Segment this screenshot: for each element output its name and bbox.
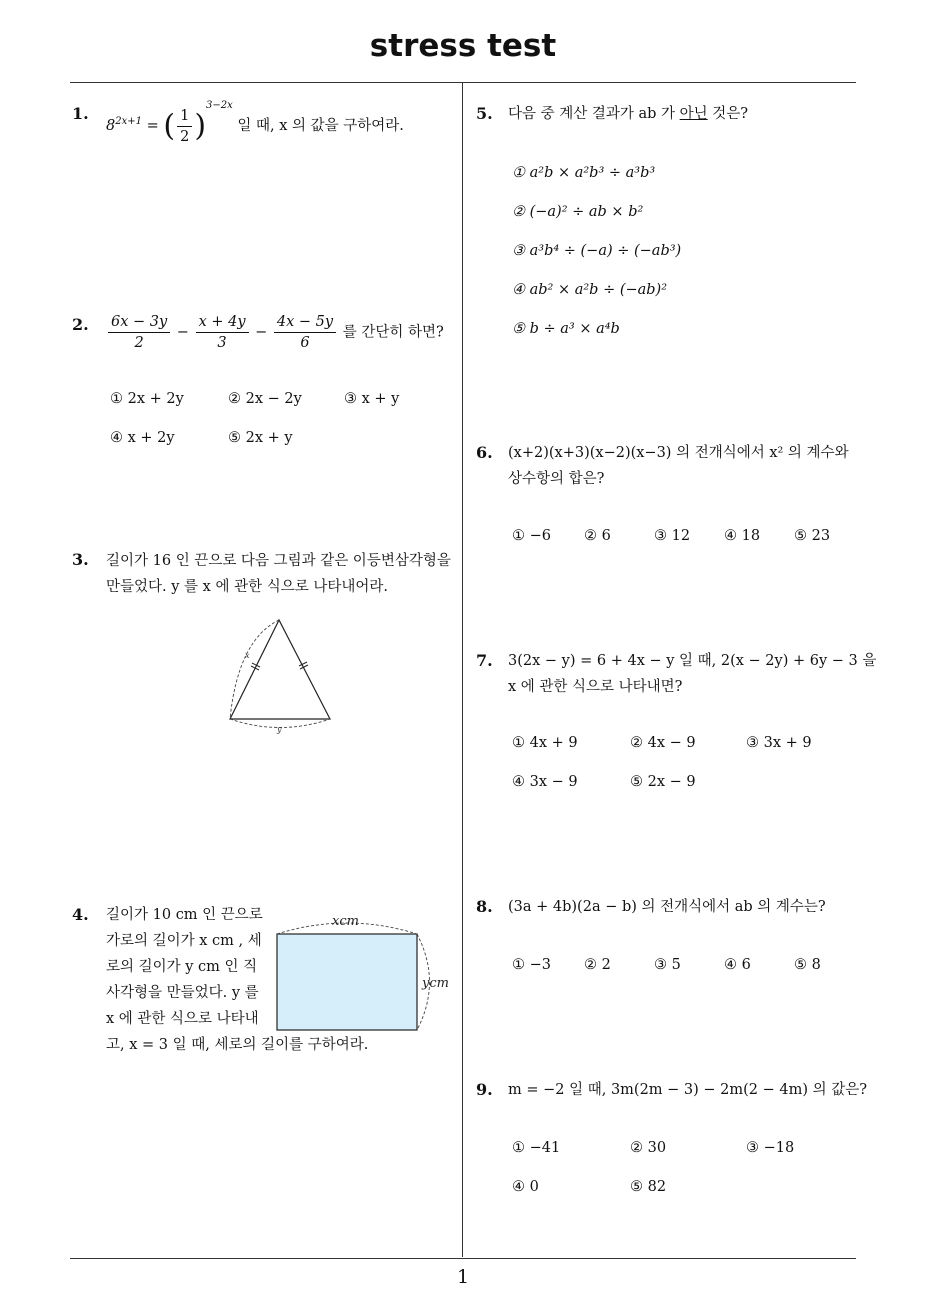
bottom-rule (70, 1258, 856, 1259)
height-label: ycm (422, 976, 449, 991)
question-stem-line: (x+2)(x+3)(x−2)(x−3) 의 전개식에서 x² 의 계수와 (508, 445, 849, 461)
answer-option[interactable]: ② 30 (630, 1140, 667, 1156)
question-stem-line: 로의 길이가 y cm 인 직 (106, 959, 258, 975)
question-stem: $\frac{6x - 3y}{2}$ − $\frac{x + 4y}{3}$ − $\frac{4x - 5y}{6}$ 를 간단히 하면? (106, 312, 444, 353)
question-stem: 다음 중 계산 결과가 ab 가 아닌 것은? (508, 106, 749, 122)
answer-option[interactable]: ② (−a)² ÷ ab × b² (512, 204, 644, 220)
answer-option[interactable]: ⑤ 2x + y (228, 430, 293, 446)
answer-option[interactable]: ④ 0 (512, 1179, 539, 1195)
answer-option[interactable]: ③ 5 (654, 957, 681, 973)
answer-option[interactable]: ① a²b × a²b³ ÷ a³b³ (512, 165, 656, 181)
answer-option[interactable]: ② 4x − 9 (630, 735, 696, 751)
question-stem-line: 상수항의 합은? (508, 471, 605, 487)
answer-option[interactable]: ① 4x + 9 (512, 735, 578, 751)
page-number: 1 (456, 1266, 470, 1288)
question-stem-line: 가로의 길이가 x cm , 세 (106, 933, 262, 949)
question-number: 4. (72, 905, 89, 924)
answer-option[interactable]: ③ a³b⁴ ÷ (−a) ÷ (−ab³) (512, 243, 682, 259)
question-stem-line: m = −2 일 때, 3m(2m − 3) − 2m(2 − 4m) 의 값은? (508, 1082, 868, 1098)
answer-option[interactable]: ④ 3x − 9 (512, 774, 578, 790)
side-label-x: x (245, 651, 250, 660)
question-stem-line: 사각형을 만들었다. y 를 (106, 985, 259, 1001)
question-stem-line: 길이가 10 cm 인 끈으로 (106, 907, 263, 923)
answer-option[interactable]: ② 2x − 2y (228, 391, 302, 407)
question-stem-line: 만들었다. y 를 x 에 관한 식으로 나타내어라. (106, 579, 388, 595)
question-stem-line: 고, x = 3 일 때, 세로의 길이를 구하여라. (106, 1037, 369, 1053)
rectangle-figure (270, 906, 460, 1036)
answer-option[interactable]: ① −6 (512, 528, 551, 544)
question-stem-line: 3(2x − y) = 6 + 4x − y 일 때, 2(x − 2y) + 6y − 3 을 (508, 653, 877, 669)
width-label: xcm (332, 914, 359, 929)
question-stem-line: x 에 관한 식으로 나타내 (106, 1011, 259, 1027)
answer-option[interactable]: ④ 6 (724, 957, 751, 973)
answer-option[interactable]: ④ 18 (724, 528, 761, 544)
column-divider (462, 83, 463, 1257)
answer-option[interactable]: ① −41 (512, 1140, 561, 1156)
question-number: 8. (476, 897, 493, 916)
question-number: 5. (476, 104, 493, 123)
answer-option[interactable]: ⑤ 23 (794, 528, 831, 544)
top-rule (70, 82, 856, 83)
answer-option[interactable]: ① −3 (512, 957, 551, 973)
question-number: 2. (72, 315, 89, 334)
answer-option[interactable]: ⑤ 2x − 9 (630, 774, 696, 790)
answer-option[interactable]: ⑤ 82 (630, 1179, 667, 1195)
answer-option[interactable]: ③ 3x + 9 (746, 735, 812, 751)
question-number: 7. (476, 651, 493, 670)
isosceles-triangle-figure (220, 612, 340, 738)
question-number: 1. (72, 104, 89, 123)
question-number: 6. (476, 443, 493, 462)
answer-option[interactable]: ⑤ 8 (794, 957, 821, 973)
answer-option[interactable]: ③ −18 (746, 1140, 795, 1156)
question-number: 3. (72, 550, 89, 569)
question-stem-line: (3a + 4b)(2a − b) 의 전개식에서 ab 의 계수는? (508, 899, 826, 915)
answer-option[interactable]: ② 6 (584, 528, 611, 544)
base-label-y: y (277, 725, 282, 734)
answer-option[interactable]: ④ ab² × a²b ÷ (−ab)² (512, 282, 668, 298)
page-title: stress test (369, 28, 557, 64)
question-stem-line: 길이가 16 인 끈으로 다음 그림과 같은 이등변삼각형을 (106, 553, 451, 569)
answer-option[interactable]: ③ x + y (344, 391, 400, 407)
underlined-word: 아닌 (679, 106, 708, 122)
answer-option[interactable]: ④ x + 2y (110, 430, 175, 446)
answer-option[interactable]: ⑤ b ÷ a³ × a⁴b (512, 321, 620, 337)
question-number: 9. (476, 1080, 493, 1099)
answer-option[interactable]: ① 2x + 2y (110, 391, 184, 407)
answer-option[interactable]: ③ 12 (654, 528, 691, 544)
answer-option[interactable]: ② 2 (584, 957, 611, 973)
question-stem-line: x 에 관한 식으로 나타내면? (508, 679, 683, 695)
question-stem: $8^{2x+1}$ = ( $\frac{1}{2}$ )$^{3-2x}$ 일 때, x 의 값을 구하여라. (106, 100, 404, 145)
